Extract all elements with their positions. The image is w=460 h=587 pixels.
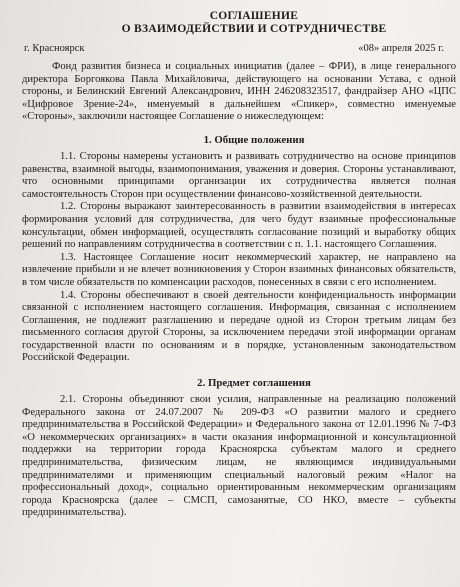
section-2-heading: 2. Предмет соглашения — [197, 377, 311, 390]
document-title — [52, 10, 456, 36]
clause-1-1: 1.1. Стороны намерены установить и развивать сотрудничество на основе принципов равенства, взаимной выгоды, взаимопонимания, уважения и доверия. Стороны устанавливают, что основными принципами организации их сотрудничества является полная самостоятельность Сторон при осуществлении финансово-хозяйственной деятельности. — [22, 150, 456, 200]
preamble: Фонд развития бизнеса и социальных инициатив (далее – ФРИ), в лице генерального директора Боргоякова Павла Михайловича, действующего на основании Устава, с одной стороны, и Белинский Евгений Александрович, ИНН 246208323517, фандрайзер АНО «ЦПС «Цифровое Зрение-24», именуемый в дальнейшем «Спикер», совместно именуемые «Стороны», заключили настоящее Соглашение о нижеследующем: — [22, 61, 456, 123]
clause-1-2: 1.2. Стороны выражают заинтересованность в развитии взаимодействия в интересах формирования условий для сотрудничества, для чего будут взаимные профессиональные консультации, обмен информацией, осуществлять согласование позиций и выработку общих решений по направлениям сотрудничества в соответствии с п. 1.1. настоящего Соглашения. — [22, 201, 456, 251]
section-1-heading: 1. Общие положения — [203, 133, 305, 146]
clause-2-1: 2.1. Стороны объединяют свои усилия, направленные на реализацию положений Федерального закона от 24.07.2007 № 209-ФЗ «О развитии малого и среднего предпринимательства в Российской Федерации» и Федерального закона от 12.01.1996 № 7-ФЗ «О некоммерческих организациях» в части оказания информационной и консультационной поддержки на территории города Красноярска субъектам малого и среднего предпринимательства, физическим лицам, не являющимся индивидуальными предпринимателями и применяющим специальный налоговый режим «Налог на профессиональный доход», социально ориентированным некоммерческим организациям города Красноярска (далее – СМСП, самозанятые, СО НКО, вместе – субъекты предпринимательства). — [22, 394, 456, 519]
city: г. Красноярск — [24, 43, 85, 54]
title-line-2: О ВЗАИМОДЕЙСТВИИ И СОТРУДНИЧЕСТВЕ — [121, 23, 387, 35]
date: «08» апреля 2025 г. — [358, 43, 444, 54]
place-date-row — [24, 42, 444, 55]
title-line-1: СОГЛАШЕНИЕ — [209, 10, 299, 22]
clause-1-3: 1.3. Настоящее Соглашение носит некоммерческий характер, не направлено на извлечение прибыли и не влечет возникновения у Сторон взаимных финансовых обязательств, в том числе обязательств по компенсации расходов, понесенных в связи с его исполнением. — [22, 251, 456, 288]
clause-1-4: 1.4. Стороны обеспечивают в своей деятельности конфиденциальность информации связанной с исполнением настоящего соглашения. Информация, связанная с исполнением Соглашения, не подлежит разглашению и передаче одной из Сторон третьим лицам без письменного согласия другой Стороны, за исключением передачи этой информации органам государственной власти по основаниям и в порядке, установленным законодательством Российской Федерации. — [22, 289, 456, 364]
